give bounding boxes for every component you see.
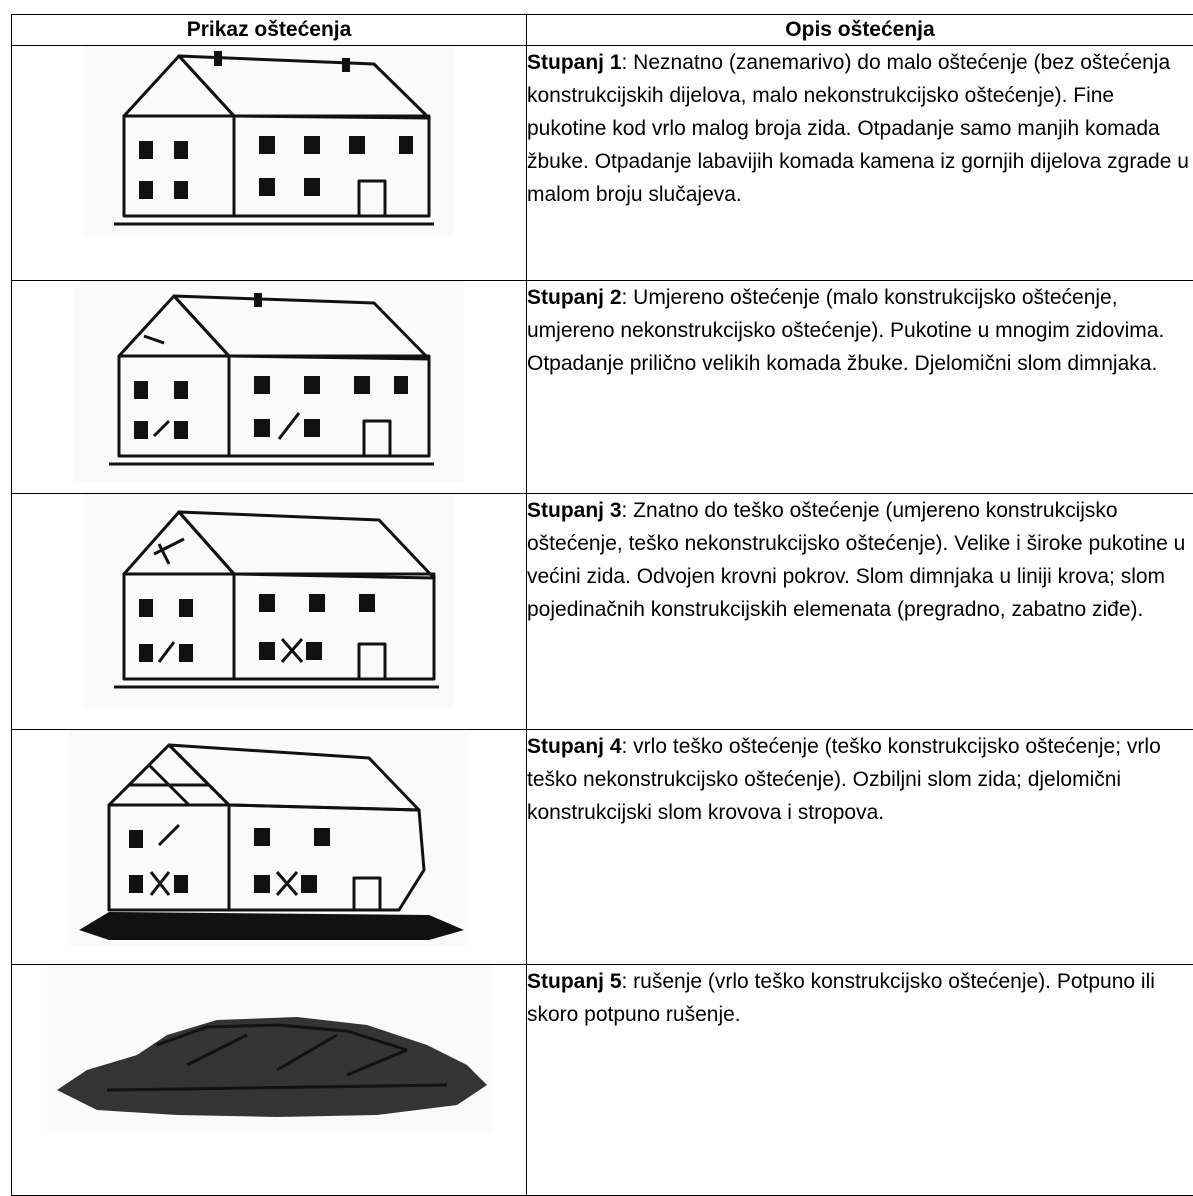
grade-description: : Neznatno (zanemarivo) do malo oštećenje (bez oštećenja konstrukcijskih dijelova, malo nekonstrukcijsko oštećenje). Fine pukotine kod vrlo malog broja zida. Otpadanje samo manjih komada žbuke. Otpadanje labavijih komada kamena iz gornjih dijelova zgrade u malom broju slučajeva. (527, 51, 1189, 206)
grade-description: : rušenje (vrlo teško konstrukcijsko oštećenje). Potpuno ili skoro potpuno rušenje. (527, 970, 1155, 1026)
grade-label: Stupanj 1 (527, 51, 622, 74)
table-row (12, 730, 1193, 965)
building-very-heavy-damage-drawing (69, 730, 469, 945)
damage-description-cell (527, 965, 1193, 1196)
grade-label: Stupanj 3 (527, 499, 622, 522)
table-row (12, 494, 1193, 730)
building-heavy-damage-drawing (84, 494, 454, 709)
table-row (12, 965, 1193, 1196)
grade-label: Stupanj 5 (527, 970, 622, 993)
damage-description-cell (527, 730, 1193, 965)
grade-description: : Znatno do teško oštećenje (umjereno konstrukcijsko oštećenje, teško nekonstrukcijsko oštećenje). Velike i široke pukotine u većini zida. Odvojen krovni pokrov. Slom dimnjaka u liniji krova; slom pojedinačnih konstrukcijskih elemenata (pregradno, zabatno ziđe). (527, 499, 1185, 621)
damage-image-cell (12, 965, 527, 1196)
building-moderate-damage-drawing (74, 281, 464, 481)
damage-image-cell (12, 494, 527, 730)
damage-description-cell (527, 46, 1193, 281)
damage-description-cell (527, 494, 1193, 730)
header-description-column: Opis oštećenja (527, 15, 1193, 46)
table-row (12, 46, 1193, 281)
table-row (12, 281, 1193, 494)
grade-label: Stupanj 2 (527, 286, 622, 309)
grade-description: : Umjereno oštećenje (malo konstrukcijsko oštećenje, umjereno nekonstrukcijsko oštećenje). Pukotine u mnogim zidovima. Otpadanje prilično velikih komada žbuke. Djelomični slom dimnjaka. (527, 286, 1164, 375)
grade-description: : vrlo teško oštećenje (teško konstrukcijsko oštećenje; vrlo teško nekonstrukcijsko oštećenje). Ozbiljni slom zida; djelomični konstrukcijski slom krovova i stropova. (527, 735, 1161, 824)
table-header-row (12, 15, 1193, 46)
damage-grade-table (11, 14, 1193, 1196)
damage-image-cell (12, 281, 527, 494)
building-destruction-drawing (47, 965, 492, 1130)
grade-label: Stupanj 4 (527, 735, 622, 758)
header-image-column: Prikaz oštećenja (12, 15, 527, 46)
damage-description-cell (527, 281, 1193, 494)
damage-image-cell (12, 46, 527, 281)
damage-image-cell (12, 730, 527, 965)
building-slight-damage-drawing (84, 46, 454, 236)
